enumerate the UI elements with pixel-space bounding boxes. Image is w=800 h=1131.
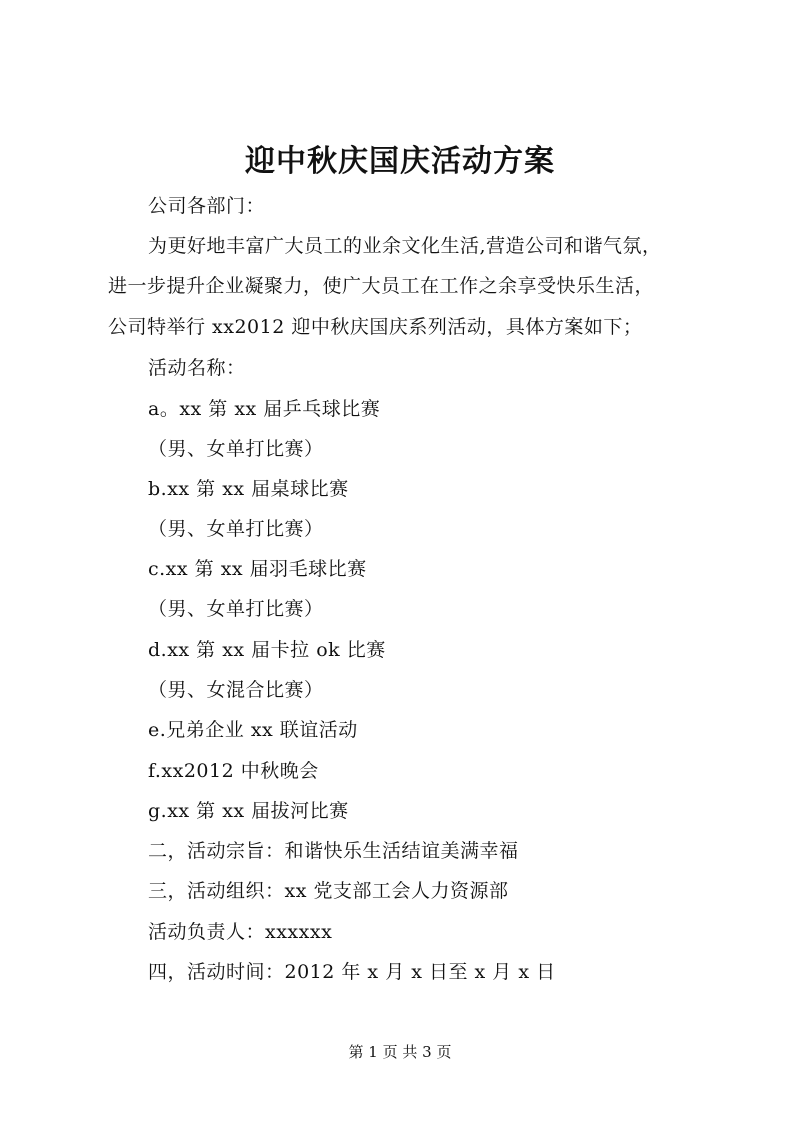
section-two: 二，活动宗旨：和谐快乐生活结谊美满幸福	[148, 840, 519, 862]
activity-item-e: e.兄弟企业 xx 联谊活动	[148, 719, 358, 741]
activity-item-d: d.xx 第 xx 届卡拉 ok 比赛	[148, 639, 386, 661]
activity-name-label: 活动名称：	[148, 357, 246, 379]
activity-item-d-note: （男、女混合比赛）	[148, 679, 324, 701]
section-four: 四，活动时间：2012 年 x 月 x 日至 x 月 x 日	[148, 961, 556, 983]
responsible-person: 活动负责人：xxxxxx	[148, 921, 333, 943]
activity-item-f: f.xx2012 中秋晚会	[148, 760, 319, 782]
section-three: 三，活动组织：xx 党支部工会人力资源部	[148, 880, 509, 902]
activity-item-b: b.xx 第 xx 届桌球比赛	[148, 478, 349, 500]
page-footer: 第 1 页 共 3 页	[348, 1043, 452, 1061]
activity-item-c-note: （男、女单打比赛）	[148, 598, 324, 620]
salutation: 公司各部门：	[148, 195, 266, 217]
intro-line-1: 为更好地丰富广大员工的业余文化生活,营造公司和谐气氛，	[148, 235, 662, 257]
activity-item-a-note: （男、女单打比赛）	[148, 438, 324, 460]
activity-item-c: c.xx 第 xx 届羽毛球比赛	[148, 558, 367, 580]
activity-item-b-note: （男、女单打比赛）	[148, 518, 324, 540]
activity-item-g: g.xx 第 xx 届拔河比赛	[148, 800, 349, 822]
intro-line-2: 进一步提升企业凝聚力，使广大员工在工作之余享受快乐生活，	[108, 275, 655, 297]
intro-line-3: 公司特举行 xx2012 迎中秋庆国庆系列活动，具体方案如下；	[108, 316, 643, 338]
activity-item-a: a。xx 第 xx 届乒乓球比赛	[148, 398, 381, 420]
document-title: 迎中秋庆国庆活动方案	[245, 144, 555, 179]
